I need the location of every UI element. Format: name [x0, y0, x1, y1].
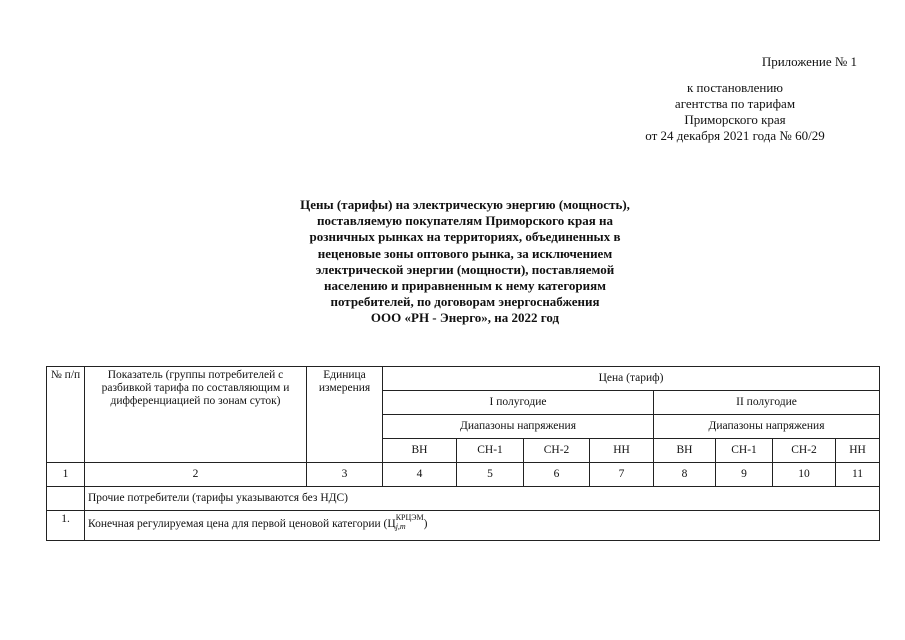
appendix-line-1: к постановлению [686, 80, 784, 95]
header-half-1: I полугодие [383, 391, 654, 415]
column-number: 2 [85, 463, 307, 487]
header-indicator: Показатель (группы потребителей с разбивкой тарифа по составляющим и дифференциацией по зонам суток) [85, 367, 307, 463]
appendix-line-4: от 24 декабря 2021 года № 60/29 [645, 128, 825, 143]
column-number: 5 [457, 463, 524, 487]
header-num: № п/п [47, 367, 85, 463]
column-number: 10 [773, 463, 836, 487]
header-half-2: II полугодие [654, 391, 880, 415]
section-label: Прочие потребители (тарифы указываются без НДС) [85, 487, 880, 511]
voltage-cell: ВН [383, 439, 457, 463]
row-label-sub: j,m [395, 522, 406, 531]
table-row [47, 511, 880, 541]
row-label: Конечная регулируемая цена для первой ценовой категории (Ц [88, 518, 396, 530]
header-unit: Единица измерения [307, 367, 383, 463]
price-symbol-indices [396, 513, 424, 531]
voltage-cell: ВН [654, 439, 716, 463]
title-line: Цены (тарифы) на электрическую энергию (мощность), [300, 197, 630, 212]
title-line: неценовые зоны оптового рынка, за исключением [317, 245, 613, 261]
voltage-cell: СН-1 [716, 439, 773, 463]
title-line: электрической энергии (мощности), поставляемой [315, 261, 615, 277]
row-label-cell [85, 511, 880, 541]
column-number: 9 [716, 463, 773, 487]
section-row [47, 487, 880, 511]
header-ranges-2: Диапазоны напряжения [654, 415, 880, 439]
column-number: 8 [654, 463, 716, 487]
voltage-cell: НН [590, 439, 654, 463]
column-number: 7 [590, 463, 654, 487]
row-label-close: ) [423, 518, 428, 530]
column-number: 3 [307, 463, 383, 487]
column-number: 6 [524, 463, 590, 487]
voltage-cell: НН [836, 439, 880, 463]
column-number: 4 [383, 463, 457, 487]
appendix-heading: Приложение № 1 [761, 54, 857, 69]
title-line: поставляемую покупателям Приморского края на [317, 213, 613, 229]
section-num-cell [47, 487, 85, 511]
title-line: розничных рынках на территориях, объединенных в [309, 229, 621, 245]
header-price: Цена (тариф) [383, 367, 880, 391]
column-number: 11 [836, 463, 880, 487]
appendix-block [605, 54, 865, 144]
document-title [270, 197, 660, 327]
tariff-table [46, 366, 880, 541]
row-num: 1. [47, 511, 85, 541]
tariff-table-wrap [46, 366, 880, 541]
voltage-cell: СН-1 [457, 439, 524, 463]
appendix-line-3: Приморского края [684, 112, 786, 127]
row-label-sup: КРЦЭМ [395, 513, 424, 522]
appendix-line-2: агентства по тарифам [674, 96, 796, 111]
voltage-cell: СН-2 [773, 439, 836, 463]
header-ranges-1: Диапазоны напряжения [383, 415, 654, 439]
column-number: 1 [47, 463, 85, 487]
voltage-cell: СН-2 [524, 439, 590, 463]
title-line: ООО «РН - Энерго», на 2022 год [370, 310, 560, 326]
title-line: потребителей, по договорам энергоснабжения [330, 294, 600, 310]
title-line: населению и приравненным к нему категориям [323, 278, 607, 294]
